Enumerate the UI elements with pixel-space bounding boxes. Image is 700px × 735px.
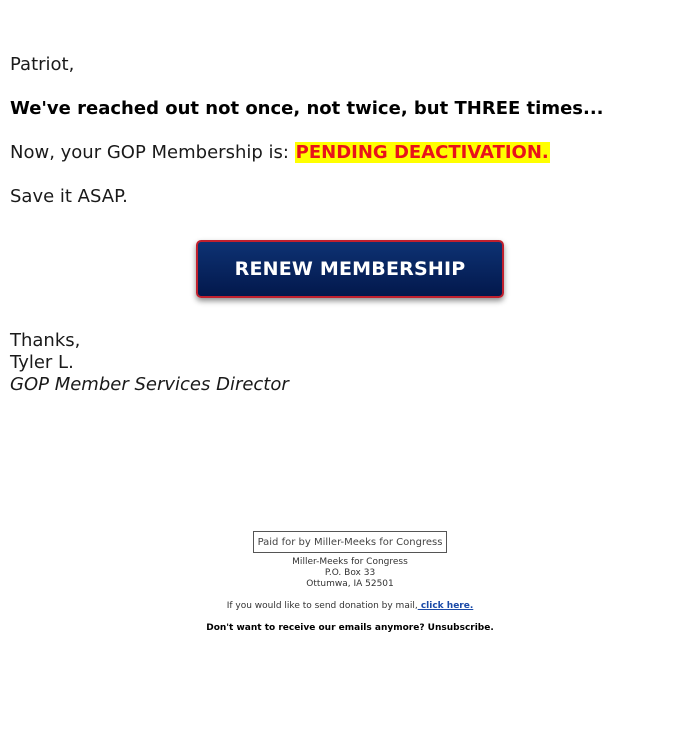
paid-for-disclaimer: Paid for by Miller-Meeks for Congress [253, 531, 448, 553]
membership-status-line [10, 142, 550, 164]
click-here-link[interactable]: click here. [417, 601, 474, 611]
address-line: P.O. Box 33 [324, 568, 376, 578]
save-it-text: Save it ASAP. [10, 186, 128, 207]
status-prefix: Now, your GOP Membership is: [10, 142, 295, 163]
mail-donation-text: If you would like to send donation by mail, [226, 601, 418, 611]
address-line: Ottumwa, IA 52501 [306, 579, 394, 589]
pending-deactivation-highlight: PENDING DEACTIVATION. [295, 142, 549, 163]
signoff-name: Tyler L. [10, 352, 74, 373]
mailing-address [0, 557, 700, 590]
cta-container [196, 240, 504, 298]
address-line: Miller-Meeks for Congress [292, 557, 408, 567]
signoff-thanks: Thanks, [10, 330, 81, 351]
headline-text: We've reached out not once, not twice, but THREE times... [10, 98, 604, 119]
signature-block [10, 330, 289, 396]
greeting-text: Patriot, [10, 54, 75, 75]
unsubscribe-link[interactable]: Don't want to receive our emails anymore? Unsubscribe. [206, 623, 494, 633]
signoff-title: GOP Member Services Director [10, 374, 289, 395]
renew-membership-button[interactable]: RENEW MEMBERSHIP [196, 240, 504, 298]
email-footer [0, 531, 700, 634]
mail-donation-line [0, 601, 700, 612]
